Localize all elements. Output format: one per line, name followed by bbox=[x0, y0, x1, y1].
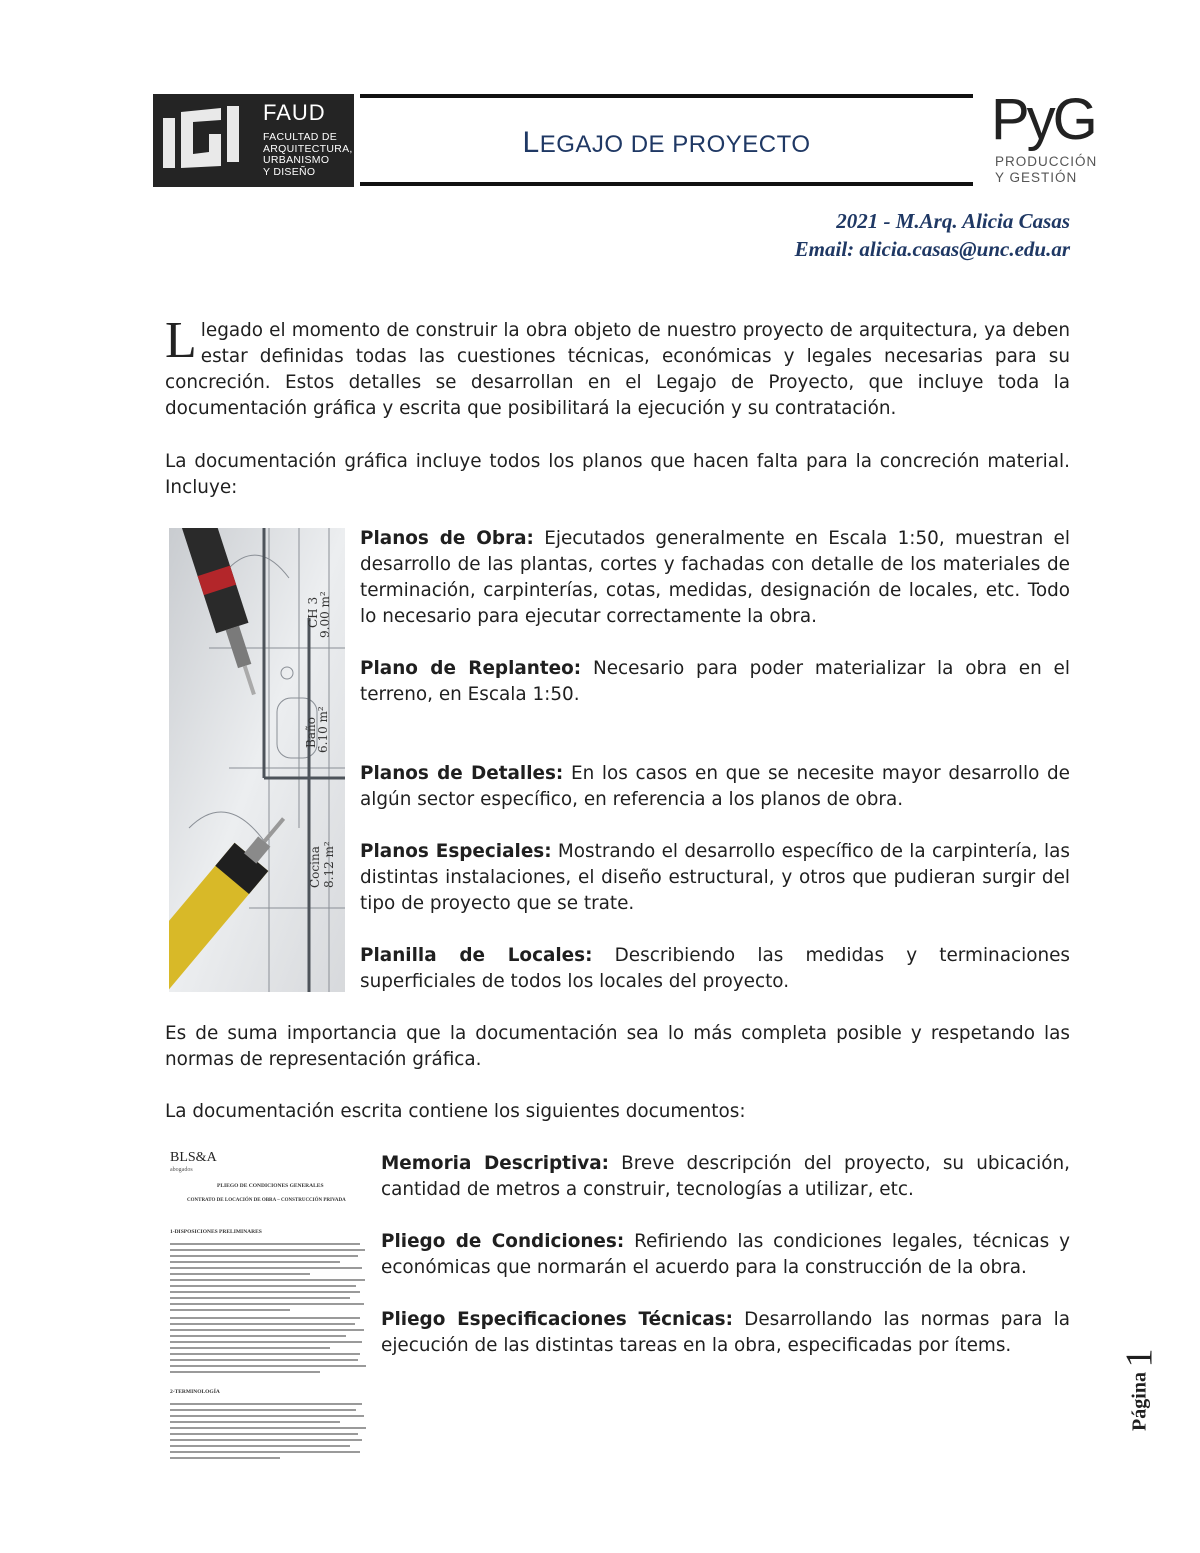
room-area: 6.10 m² bbox=[316, 706, 330, 753]
room-label: Cocina bbox=[308, 846, 322, 888]
item-desc: Mostrando el desarrollo específico de la carpintería, las distintas instalaciones, el diseño estructural, y otros que pudieran surgir del tipo de proyecto que se trate. bbox=[360, 841, 1070, 914]
item-term: Planilla de Locales: bbox=[360, 945, 593, 966]
page-number-value: 1 bbox=[1118, 1348, 1161, 1368]
thumb-heading: PLIEGO DE CONDICIONES GENERALES bbox=[217, 1183, 324, 1189]
page-number bbox=[1120, 1350, 1160, 1450]
item-desc: Breve descripción del proyecto, su ubicación, cantidad de metros a construir, tecnologías a utilizar, etc. bbox=[381, 1153, 1071, 1200]
room-area: 9.00 m² bbox=[318, 591, 332, 638]
item-term: Pliego Especificaciones Técnicas: bbox=[381, 1309, 733, 1330]
item-memoria-descriptiva bbox=[381, 1151, 1070, 1203]
thumb-section: 2-TERMINOLOGÍA bbox=[170, 1389, 220, 1395]
item-desc: Describiendo las medidas y terminaciones superficiales de todos los locales del proyecto. bbox=[360, 945, 1070, 992]
item-desc: Refiriendo las condiciones legales, técnicas y económicas que normarán el acuerdo para la construcción de la obra. bbox=[381, 1231, 1070, 1278]
item-desc: Necesario para poder materializar la obra en el terreno, en Escala 1:50. bbox=[360, 658, 1070, 705]
importancia-paragraph: Es de suma importancia que la documentación sea lo más completa posible y respetando las normas de representación gráfica. bbox=[165, 1023, 1070, 1070]
thumb-brand-sub: abogados bbox=[170, 1167, 193, 1173]
title-initial: L bbox=[522, 126, 540, 159]
faud-logo bbox=[153, 94, 354, 187]
dropcap: L bbox=[165, 312, 197, 369]
thumb-section: 1-DISPOSICIONES PRELIMINARES bbox=[170, 1229, 262, 1235]
pyg-subtitle bbox=[995, 154, 1097, 186]
faud-emblem-icon bbox=[161, 104, 241, 178]
pliego-document-thumbnail bbox=[165, 1145, 370, 1475]
item-term: Planos Especiales: bbox=[360, 841, 552, 862]
item-desc: En los casos en que se necesite mayor desarrollo de algún sector específico, en referencia a los planos de obra. bbox=[360, 763, 1070, 810]
page-number-label: Página bbox=[1128, 1372, 1151, 1431]
item-pliego-especificaciones bbox=[381, 1307, 1070, 1359]
faud-subtitle-line: ARQUITECTURA, bbox=[263, 142, 353, 155]
plan-drawing-icon bbox=[169, 528, 345, 992]
pyg-subtitle-line2: Y GESTIÓN bbox=[995, 170, 1078, 185]
faud-name: FAUD bbox=[263, 100, 326, 125]
grafica-intro: La documentación gráfica incluye todos los planos que hacen falta para la concreción material. Incluye: bbox=[165, 451, 1070, 498]
item-term: Planos de Obra: bbox=[360, 528, 534, 549]
architecture-plan-photo bbox=[169, 528, 345, 992]
item-term: Pliego de Condiciones: bbox=[381, 1231, 625, 1252]
pyg-mark: PyG bbox=[991, 87, 1095, 152]
intro-paragraph bbox=[165, 312, 1070, 422]
title-band bbox=[360, 94, 973, 186]
item-desc: Desarrollando las normas para la ejecución de las distintas tareas en la obra, especificadas por ítems. bbox=[381, 1309, 1070, 1356]
author-line: 2021 - M.Arq. Alicia Casas bbox=[836, 209, 1070, 233]
document-thumbnail-icon bbox=[165, 1145, 370, 1475]
title-rest: EGAJO DE PROYECTO bbox=[539, 131, 811, 158]
author-block bbox=[795, 207, 1070, 263]
item-desc: Ejecutados generalmente en Escala 1:50, muestran el desarrollo de las plantas, cortes y fachadas con detalle de los materiales de terminación, carpinterías, cotas, medidas, designación de locales, etc. Todo lo necesario para ejecutar correctamente la obra. bbox=[360, 528, 1070, 627]
faud-subtitle-line: Y DISEÑO bbox=[263, 165, 316, 178]
item-planilla-locales bbox=[360, 943, 1070, 995]
escrita-intro: La documentación escrita contiene los siguientes documentos: bbox=[165, 1101, 746, 1122]
item-term: Plano de Replanteo: bbox=[360, 658, 582, 679]
room-label: Baño bbox=[304, 717, 318, 748]
item-planos-detalles bbox=[360, 761, 1070, 813]
thumb-brand: BLS&A bbox=[170, 1150, 217, 1165]
item-planos-obra bbox=[360, 526, 1070, 630]
item-planos-especiales bbox=[360, 839, 1070, 917]
faud-subtitle-line: URBANISMO bbox=[263, 154, 330, 166]
item-term: Planos de Detalles: bbox=[360, 763, 564, 784]
faud-subtitle-line: FACULTAD DE bbox=[263, 131, 338, 143]
faud-subtitle bbox=[263, 132, 353, 178]
room-label: CH 3 bbox=[306, 596, 320, 628]
thumb-subheading: CONTRATO DE LOCACIÓN DE OBRA – CONSTRUCCIÓN PRIVADA bbox=[187, 1198, 346, 1203]
title-rule-top bbox=[360, 94, 973, 98]
item-term: Memoria Descriptiva: bbox=[381, 1153, 610, 1174]
room-area: 8.12 m² bbox=[322, 841, 336, 888]
intro-text: legado el momento de construir la obra objeto de nuestro proyecto de arquitectura, ya deben estar definidas todas las cuestiones técnicas, económicas y legales necesarias para su concreción. Estos detalles se desarrollan en el Legajo de Proyecto, que incluye toda la documentación gráfica y escrita que posibilitará la ejecución y su contratación. bbox=[165, 320, 1070, 419]
page-title bbox=[360, 126, 973, 160]
email-line: Email: alicia.casas@unc.edu.ar bbox=[794, 237, 1070, 261]
pyg-subtitle-line1: PRODUCCIÓN bbox=[995, 154, 1098, 169]
title-rule-bottom bbox=[360, 182, 973, 186]
item-pliego-condiciones bbox=[381, 1229, 1070, 1281]
pyg-logo bbox=[985, 87, 1115, 190]
item-plano-replanteo bbox=[360, 656, 1070, 708]
